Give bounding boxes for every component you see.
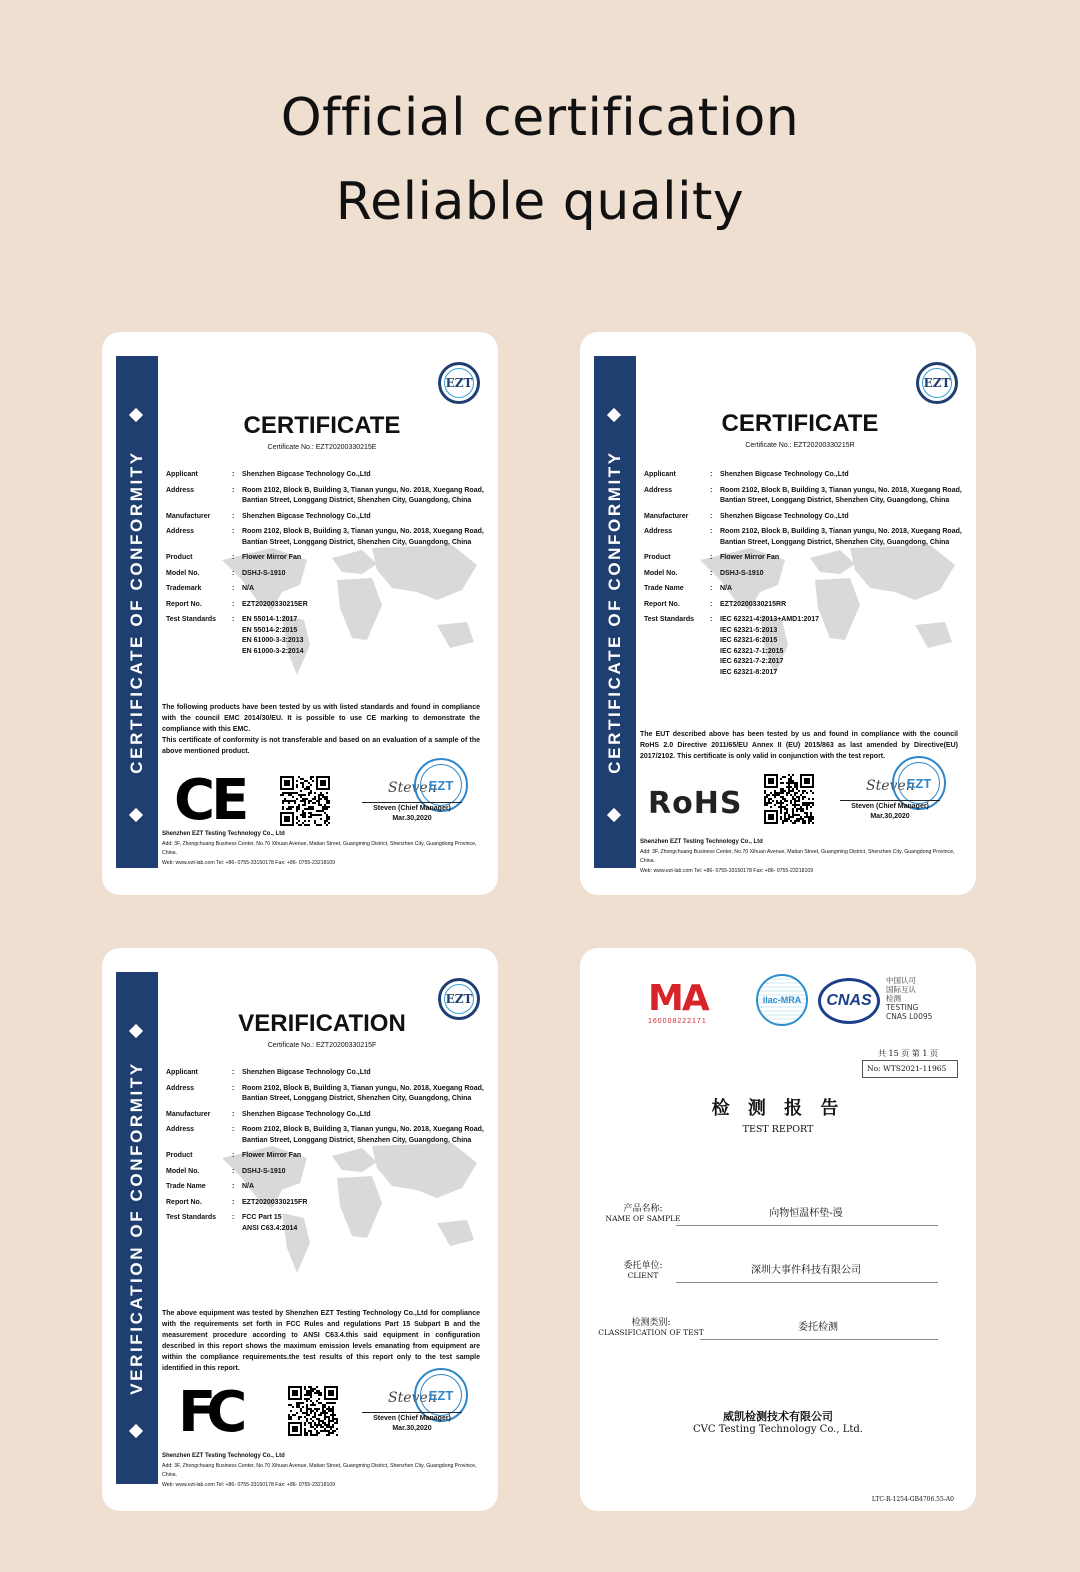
compliance-statement: The above equipment was tested by Shenzhen EZT Testing Technology Co.,Ltd for compliance with the requirements set forth in FCC Rules and regulations Part 15 Subpart B and the measurement procedure according to ANSI C63.4.this said equipment in configuration described in this report shows the maximum emission levels emanating from equipment are within the compliance requirements.the test results of this report only to the test sample identified in this report.	[162, 1310, 480, 1372]
field-label: Trademark	[166, 585, 202, 592]
org-name-cn: 威凯检测技术有限公司	[723, 1410, 833, 1423]
footer-address: Add: 3F, Zhongchuang Business Center, No.70 Xihuan Avenue, Matian Street, Guangming District, Shenzhen City, Guangdong Province, China.	[162, 840, 477, 856]
field-colon: :	[232, 512, 235, 520]
footer-company: Shenzhen EZT Testing Technology Co., Ltd	[640, 839, 763, 845]
field-label: Manufacturer	[166, 512, 211, 520]
field-label: Address	[166, 1126, 195, 1133]
field-row	[644, 584, 964, 595]
field-label: Applicant	[644, 471, 676, 478]
ce-mark: CE	[174, 768, 246, 833]
field-value: Shenzhen Bigcase Technology Co.,Ltd	[242, 512, 371, 520]
field-row	[644, 486, 964, 507]
ezt-stamp: EZT	[892, 756, 946, 810]
rohs-mark: RoHS	[648, 786, 743, 821]
field-label: Model No.	[644, 569, 678, 577]
cnas-logo: CNAS	[818, 978, 880, 1024]
heading-line-2: Reliable quality	[335, 172, 745, 232]
field-value: Room 2102, Block B, Building 3, Tianan yungu, No. 2018, Xuegang Road, Bantian Street, Longgang District, Shenzhen City, Guangdong, China	[242, 486, 484, 504]
field-colon: :	[232, 1183, 235, 1190]
signer-block	[840, 802, 940, 822]
signature-line	[840, 800, 940, 801]
field-row	[166, 1151, 486, 1162]
field-colon: :	[710, 554, 713, 561]
field-colon: :	[232, 1084, 235, 1092]
field-colon: :	[232, 600, 235, 608]
sample-name-line	[676, 1225, 938, 1226]
field-label: Product	[644, 554, 671, 561]
ezt-stamp: EZT	[414, 758, 468, 812]
signature: Steven	[388, 1390, 437, 1406]
field-value: Room 2102, Block B, Building 3, Tianan yungu, No. 2018, Xuegang Road, Bantian Street, Longgang District, Shenzhen City, Guangdong, China	[242, 528, 484, 546]
field-colon: :	[232, 528, 235, 535]
certificate-fields	[166, 1068, 486, 1239]
field-label: Report No.	[166, 600, 202, 608]
field-colon: :	[232, 616, 235, 623]
cma-number: 160008222171	[648, 1018, 707, 1025]
certificate-fields	[166, 470, 486, 662]
footer-contact: Web: www.ezt-lab.com Tel: +86- 0755-33150178 Fax: +86- 0755-23218109	[162, 1481, 336, 1488]
field-colon: :	[232, 554, 235, 561]
field-value: Room 2102, Block B, Building 3, Tianan yungu, No. 2018, Xuegang Road, Bantian Street, Longgang District, Shenzhen City, Guangdong, China	[720, 486, 962, 504]
footer-contact: Web: www.ezt-lab.com Tel: +86- 0755-33150178 Fax: +86- 0755-23218109	[162, 859, 336, 866]
field-row	[166, 512, 486, 523]
field-label: Address	[166, 528, 195, 535]
cma-mark: MA	[648, 978, 708, 1019]
field-label: Applicant	[166, 1069, 198, 1076]
field-colon: :	[232, 1198, 235, 1206]
field-label: Manufacturer	[644, 512, 689, 520]
certificate-footer	[640, 838, 960, 876]
field-label: Trade Name	[166, 1183, 206, 1190]
field-label: Product	[166, 1152, 193, 1159]
field-value: Shenzhen Bigcase Technology Co.,Ltd	[242, 471, 371, 478]
classification-label: 检测类别: CLASSIFICATION OF TEST	[598, 1318, 704, 1337]
ezt-stamp: EZT	[414, 1368, 468, 1422]
signature-line	[362, 802, 462, 803]
field-row	[644, 600, 964, 611]
field-label: Test Standards	[166, 1214, 217, 1221]
field-label: Address	[166, 486, 195, 494]
certificate-card	[580, 332, 976, 895]
footer-company: Shenzhen EZT Testing Technology Co., Ltd	[162, 831, 285, 837]
field-colon: :	[710, 600, 713, 608]
certificate-number: Certificate No.: EZT20200330215R	[745, 442, 855, 449]
field-row	[166, 486, 486, 507]
field-colon: :	[710, 585, 713, 592]
report-title-cn: 检 测 报 告	[711, 1098, 845, 1119]
compliance-statement: The following products have been tested by us with listed standards and found in compliance with the council EMC 2014/30/EU. It is possible to use CE marking to demonstrate the compliance with this EMC. This certificate of conformity is not transferable and based on an evaluation of a sample of the above mentioned product.	[162, 704, 480, 755]
test-report-card	[580, 948, 976, 1511]
footer-company: Shenzhen EZT Testing Technology Co., Ltd	[162, 1453, 285, 1459]
field-colon: :	[710, 471, 713, 478]
field-row	[166, 1213, 486, 1234]
field-row	[166, 615, 486, 657]
field-value: DSHJ-S-1910	[242, 1167, 286, 1175]
field-label: Report No.	[166, 1198, 202, 1206]
field-label: Report No.	[644, 600, 680, 608]
certificate-number: Certificate No.: EZT20200330215F	[267, 1042, 377, 1049]
band-text: VERIFICATION OF CONFORMITY	[127, 1061, 146, 1395]
field-row	[166, 1084, 486, 1105]
signer-block	[362, 804, 462, 824]
signature: Steven	[388, 780, 437, 796]
field-row	[166, 527, 486, 548]
certificate-footer	[162, 1452, 482, 1490]
field-value: N/A	[720, 585, 733, 592]
field-row	[166, 1198, 486, 1209]
report-number: No: WTS2021-11965	[862, 1060, 958, 1078]
field-value: Shenzhen Bigcase Technology Co.,Ltd	[720, 512, 849, 520]
client-label: 委托单位: CLIENT	[623, 1261, 663, 1280]
ezt-seal: EZT	[916, 362, 958, 404]
field-label: Product	[166, 554, 193, 561]
field-row	[644, 569, 964, 580]
signer-name: Steven (Chief Manager)	[851, 803, 929, 810]
cnas-text: 中国认可 国际互认 检测 TESTING CNAS L0095	[886, 976, 933, 1021]
report-title-en: TEST REPORT	[742, 1124, 814, 1135]
signature: Steven	[866, 778, 915, 794]
field-label: Test Standards	[644, 616, 695, 623]
field-colon: :	[232, 471, 235, 478]
ezt-seal: EZT	[438, 978, 480, 1020]
client-line	[676, 1282, 938, 1283]
field-colon: :	[232, 1126, 235, 1133]
cma-logo	[648, 980, 712, 1025]
signer-name: Steven (Chief Manager)	[373, 805, 451, 812]
field-label: Manufacturer	[166, 1110, 211, 1118]
page-info: 共 15 页 第 1 页	[878, 1049, 938, 1058]
ezt-seal: EZT	[438, 362, 480, 404]
field-value: Flower Mirror Fan	[242, 1152, 302, 1159]
field-colon: :	[232, 486, 235, 494]
field-row	[644, 527, 964, 548]
certificate-footer	[162, 830, 482, 868]
field-label: Model No.	[166, 569, 200, 577]
field-colon: :	[232, 569, 235, 577]
classification-line	[700, 1339, 938, 1340]
field-label: Model No.	[166, 1167, 200, 1175]
field-colon: :	[232, 1069, 235, 1076]
sign-date: Mar.30,2020	[392, 1425, 432, 1432]
qr-code	[280, 776, 330, 826]
field-value: Shenzhen Bigcase Technology Co.,Ltd	[720, 471, 849, 478]
field-value: FCC Part 15 ANSI C63.4:2014	[242, 1214, 298, 1232]
field-value: EN 55014-1:2017 EN 55014-2:2015 EN 61000-3-3:2013 EN 61000-3-2:2014	[242, 616, 304, 655]
signature-line	[362, 1412, 462, 1413]
field-colon: :	[232, 585, 235, 592]
signer-name: Steven (Chief Manager)	[373, 1415, 451, 1422]
footer-address: Add: 3F, Zhongchuang Business Center, No.70 Xihuan Avenue, Matian Street, Guangming District, Shenzhen City, Guangdong Province, China.	[162, 1462, 477, 1478]
field-colon: :	[710, 512, 713, 520]
sign-date: Mar.30,2020	[870, 813, 910, 820]
field-row	[166, 1068, 486, 1079]
field-value: Shenzhen Bigcase Technology Co.,Ltd	[242, 1069, 371, 1076]
field-row	[166, 1182, 486, 1193]
certificate-title: CERTIFICATE	[243, 412, 401, 439]
field-row	[166, 1167, 486, 1178]
field-value: DSHJ-S-1910	[242, 569, 286, 577]
field-row	[166, 470, 486, 481]
footer-contact: Web: www.ezt-lab.com Tel: +86- 0755-33150178 Fax: +86- 0755-23218109	[640, 867, 814, 874]
field-colon: :	[710, 486, 713, 494]
field-value: Room 2102, Block B, Building 3, Tianan yungu, No. 2018, Xuegang Road, Bantian Street, Longgang District, Shenzhen City, Guangdong, China	[242, 1126, 484, 1144]
client-value: 深圳大事件科技有限公司	[751, 1265, 861, 1276]
field-value: Shenzhen Bigcase Technology Co.,Ltd	[242, 1110, 371, 1118]
sample-name-value: 向物恒温杯垫-漫	[769, 1208, 843, 1219]
field-colon: :	[232, 1167, 235, 1175]
sign-date: Mar.30,2020	[392, 815, 432, 822]
field-colon: :	[710, 528, 713, 535]
field-label: Applicant	[166, 471, 198, 478]
report-code: LTC-R-1254-GB4706.55-A0	[871, 1496, 954, 1503]
field-row	[166, 553, 486, 564]
field-row	[644, 553, 964, 564]
field-value: Flower Mirror Fan	[720, 554, 780, 561]
field-label: Address	[166, 1084, 195, 1092]
field-colon: :	[232, 1152, 235, 1159]
field-row	[166, 1110, 486, 1121]
field-label: Address	[644, 486, 673, 494]
footer-address: Add: 3F, Zhongchuang Business Center, No.70 Xihuan Avenue, Matian Street, Guangming District, Shenzhen City, Guangdong Province, China.	[640, 848, 955, 864]
certificate-fields	[644, 470, 964, 683]
field-value: DSHJ-S-1910	[720, 569, 764, 577]
certificate-title: CERTIFICATE	[721, 410, 879, 437]
band-text: CERTIFICATE OF CONFORMITY	[127, 450, 146, 774]
field-value: Room 2102, Block B, Building 3, Tianan yungu, No. 2018, Xuegang Road, Bantian Street, Longgang District, Shenzhen City, Guangdong, China	[720, 528, 962, 546]
sample-name-label: 产品名称: NAME OF SAMPLE	[605, 1204, 681, 1223]
field-label: Trade Name	[644, 585, 684, 592]
org-name-en: CVC Testing Technology Co., Ltd.	[693, 1424, 863, 1435]
compliance-statement: The EUT described above has been tested by us and found in compliance with the council RoHS 2.0 Directive 2011/65/EU Annex II (EU) 2015/863 as last amended by Directive(EU) 2017/2102. This certificate is only valid in conjunction with the test report.	[640, 731, 958, 760]
certificate-card	[102, 332, 498, 895]
field-colon: :	[710, 616, 713, 623]
field-colon: :	[232, 1214, 235, 1221]
ilac-mra-logo: ilac-MRA	[756, 974, 808, 1026]
field-label: Address	[644, 528, 673, 535]
fc-mark: FC	[178, 1380, 238, 1445]
certificate-number: Certificate No.: EZT20200330215E	[267, 444, 377, 451]
classification-value: 委托检测	[798, 1322, 838, 1333]
field-value: EZT20200330215RR	[720, 600, 787, 608]
field-row	[644, 512, 964, 523]
field-value: Room 2102, Block B, Building 3, Tianan yungu, No. 2018, Xuegang Road, Bantian Street, Longgang District, Shenzhen City, Guangdong, China	[242, 1084, 484, 1102]
field-value: N/A	[242, 585, 255, 592]
certificate-card	[102, 948, 498, 1511]
field-value: N/A	[242, 1183, 255, 1190]
field-row	[644, 470, 964, 481]
field-row	[166, 1125, 486, 1146]
field-value: Flower Mirror Fan	[242, 554, 302, 561]
field-row	[166, 600, 486, 611]
field-value: IEC 62321-4:2013+AMD1:2017 IEC 62321-5:2013 IEC 62321-6:2015 IEC 62321-7-1:2015 IEC 62321-7-2:2017 IEC 62321-8:2017	[720, 616, 820, 676]
band-text: CERTIFICATE OF CONFORMITY	[605, 450, 624, 774]
signer-block	[362, 1414, 462, 1434]
field-value: EZT20200330215ER	[242, 600, 308, 608]
field-row	[166, 584, 486, 595]
qr-code	[764, 774, 814, 824]
heading-line-1: Official certification	[280, 88, 800, 148]
field-row	[644, 615, 964, 678]
field-colon: :	[232, 1110, 235, 1118]
field-row	[166, 569, 486, 580]
field-value: EZT20200330215FR	[242, 1198, 308, 1206]
certificate-title: VERIFICATION	[238, 1010, 406, 1037]
qr-code	[288, 1386, 338, 1436]
field-colon: :	[710, 569, 713, 577]
field-label: Test Standards	[166, 616, 217, 623]
